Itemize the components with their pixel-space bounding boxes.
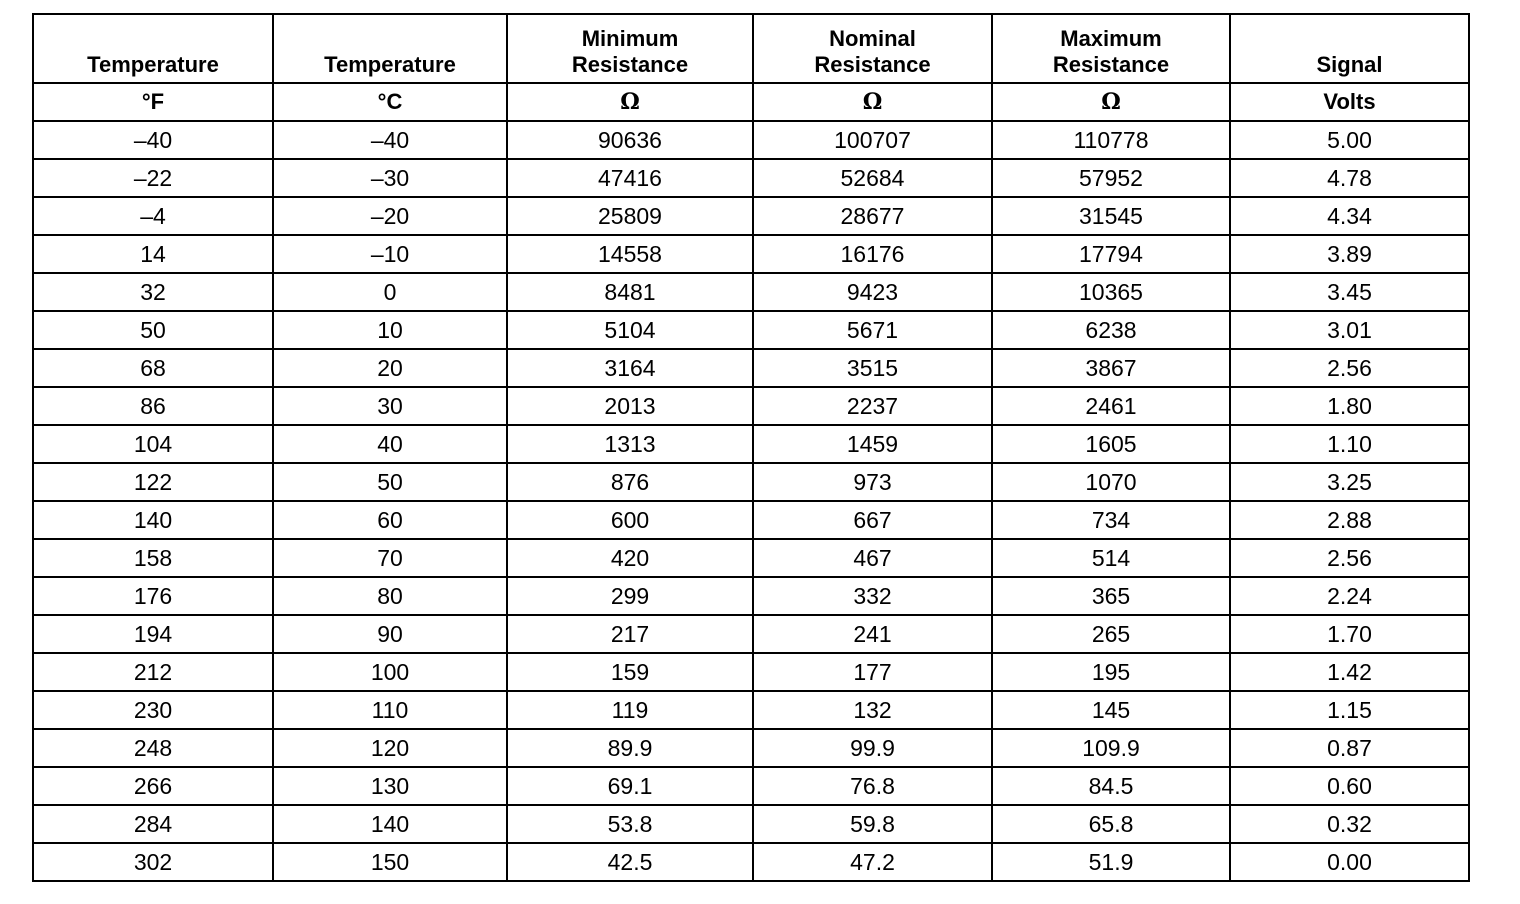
cell-nominal-resistance: 47.2 xyxy=(753,843,992,881)
table-row xyxy=(33,805,1469,843)
cell-max-resistance: 84.5 xyxy=(992,767,1230,805)
cell-nominal-resistance: 99.9 xyxy=(753,729,992,767)
cell-max-resistance: 51.9 xyxy=(992,843,1230,881)
cell-nominal-resistance: 28677 xyxy=(753,197,992,235)
cell-max-resistance: 265 xyxy=(992,615,1230,653)
cell-nominal-resistance: 59.8 xyxy=(753,805,992,843)
cell-max-resistance: 57952 xyxy=(992,159,1230,197)
cell-min-resistance: 119 xyxy=(507,691,753,729)
cell-nominal-resistance: 3515 xyxy=(753,349,992,387)
cell-temp-f: 68 xyxy=(33,349,273,387)
cell-signal-volts: 3.89 xyxy=(1230,235,1469,273)
header-nominal-resistance: Nominal Resistance xyxy=(753,14,992,83)
cell-temp-f: –4 xyxy=(33,197,273,235)
cell-min-resistance: 89.9 xyxy=(507,729,753,767)
cell-min-resistance: 159 xyxy=(507,653,753,691)
cell-signal-volts: 3.01 xyxy=(1230,311,1469,349)
cell-max-resistance: 2461 xyxy=(992,387,1230,425)
cell-temp-c: –30 xyxy=(273,159,507,197)
cell-min-resistance: 47416 xyxy=(507,159,753,197)
cell-max-resistance: 6238 xyxy=(992,311,1230,349)
cell-temp-c: 70 xyxy=(273,539,507,577)
cell-min-resistance: 299 xyxy=(507,577,753,615)
cell-max-resistance: 65.8 xyxy=(992,805,1230,843)
cell-max-resistance: 17794 xyxy=(992,235,1230,273)
cell-min-resistance: 53.8 xyxy=(507,805,753,843)
cell-temp-f: 212 xyxy=(33,653,273,691)
cell-temp-c: 60 xyxy=(273,501,507,539)
cell-temp-f: 248 xyxy=(33,729,273,767)
cell-signal-volts: 1.80 xyxy=(1230,387,1469,425)
header-temperature-f: Temperature xyxy=(33,14,273,83)
sensor-resistance-table xyxy=(32,13,1470,882)
cell-nominal-resistance: 100707 xyxy=(753,121,992,159)
cell-signal-volts: 2.24 xyxy=(1230,577,1469,615)
cell-temp-f: –22 xyxy=(33,159,273,197)
header-minimum-resistance: Minimum Resistance xyxy=(507,14,753,83)
cell-max-resistance: 365 xyxy=(992,577,1230,615)
table-row xyxy=(33,349,1469,387)
header-row xyxy=(33,14,1469,83)
cell-temp-f: 284 xyxy=(33,805,273,843)
unit-fahrenheit: °F xyxy=(33,83,273,121)
cell-max-resistance: 10365 xyxy=(992,273,1230,311)
cell-nominal-resistance: 2237 xyxy=(753,387,992,425)
cell-signal-volts: 2.56 xyxy=(1230,539,1469,577)
cell-signal-volts: 1.70 xyxy=(1230,615,1469,653)
cell-temp-f: 122 xyxy=(33,463,273,501)
cell-temp-c: –40 xyxy=(273,121,507,159)
cell-temp-c: 130 xyxy=(273,767,507,805)
table-row xyxy=(33,121,1469,159)
cell-temp-c: 90 xyxy=(273,615,507,653)
cell-max-resistance: 1605 xyxy=(992,425,1230,463)
table-row xyxy=(33,197,1469,235)
cell-temp-c: 110 xyxy=(273,691,507,729)
cell-temp-f: –40 xyxy=(33,121,273,159)
cell-signal-volts: 4.78 xyxy=(1230,159,1469,197)
cell-nominal-resistance: 16176 xyxy=(753,235,992,273)
cell-max-resistance: 514 xyxy=(992,539,1230,577)
cell-temp-c: 40 xyxy=(273,425,507,463)
cell-temp-c: 120 xyxy=(273,729,507,767)
cell-max-resistance: 145 xyxy=(992,691,1230,729)
cell-nominal-resistance: 667 xyxy=(753,501,992,539)
table-row xyxy=(33,767,1469,805)
unit-ohm-min: Ω xyxy=(507,83,753,121)
cell-temp-f: 104 xyxy=(33,425,273,463)
cell-temp-f: 14 xyxy=(33,235,273,273)
cell-temp-c: 80 xyxy=(273,577,507,615)
cell-nominal-resistance: 132 xyxy=(753,691,992,729)
cell-min-resistance: 600 xyxy=(507,501,753,539)
cell-temp-f: 86 xyxy=(33,387,273,425)
cell-max-resistance: 734 xyxy=(992,501,1230,539)
cell-temp-c: 140 xyxy=(273,805,507,843)
unit-volts: Volts xyxy=(1230,83,1469,121)
table-row xyxy=(33,501,1469,539)
cell-signal-volts: 5.00 xyxy=(1230,121,1469,159)
cell-temp-f: 176 xyxy=(33,577,273,615)
cell-temp-f: 302 xyxy=(33,843,273,881)
cell-nominal-resistance: 5671 xyxy=(753,311,992,349)
cell-nominal-resistance: 332 xyxy=(753,577,992,615)
cell-nominal-resistance: 1459 xyxy=(753,425,992,463)
table-row xyxy=(33,463,1469,501)
cell-temp-c: –10 xyxy=(273,235,507,273)
cell-temp-c: 50 xyxy=(273,463,507,501)
cell-max-resistance: 3867 xyxy=(992,349,1230,387)
cell-min-resistance: 1313 xyxy=(507,425,753,463)
cell-min-resistance: 876 xyxy=(507,463,753,501)
cell-min-resistance: 8481 xyxy=(507,273,753,311)
cell-temp-c: 0 xyxy=(273,273,507,311)
cell-signal-volts: 1.15 xyxy=(1230,691,1469,729)
table-row xyxy=(33,729,1469,767)
document-page xyxy=(32,13,1470,882)
cell-nominal-resistance: 177 xyxy=(753,653,992,691)
cell-max-resistance: 1070 xyxy=(992,463,1230,501)
table-row xyxy=(33,539,1469,577)
cell-min-resistance: 69.1 xyxy=(507,767,753,805)
cell-min-resistance: 3164 xyxy=(507,349,753,387)
table-row xyxy=(33,577,1469,615)
cell-temp-f: 266 xyxy=(33,767,273,805)
cell-min-resistance: 25809 xyxy=(507,197,753,235)
cell-temp-c: 10 xyxy=(273,311,507,349)
cell-temp-c: 100 xyxy=(273,653,507,691)
unit-ohm-max: Ω xyxy=(992,83,1230,121)
cell-temp-f: 50 xyxy=(33,311,273,349)
cell-temp-c: 20 xyxy=(273,349,507,387)
table-row xyxy=(33,235,1469,273)
cell-temp-f: 158 xyxy=(33,539,273,577)
cell-signal-volts: 0.32 xyxy=(1230,805,1469,843)
table-row xyxy=(33,691,1469,729)
cell-min-resistance: 420 xyxy=(507,539,753,577)
cell-temp-c: 30 xyxy=(273,387,507,425)
units-row xyxy=(33,83,1469,121)
table-row xyxy=(33,273,1469,311)
table-row xyxy=(33,425,1469,463)
cell-signal-volts: 0.87 xyxy=(1230,729,1469,767)
cell-signal-volts: 0.00 xyxy=(1230,843,1469,881)
cell-signal-volts: 0.60 xyxy=(1230,767,1469,805)
table-body xyxy=(33,121,1469,881)
cell-signal-volts: 1.42 xyxy=(1230,653,1469,691)
cell-temp-f: 194 xyxy=(33,615,273,653)
cell-temp-c: 150 xyxy=(273,843,507,881)
cell-nominal-resistance: 973 xyxy=(753,463,992,501)
cell-min-resistance: 90636 xyxy=(507,121,753,159)
cell-max-resistance: 110778 xyxy=(992,121,1230,159)
table-row xyxy=(33,653,1469,691)
header-temperature-c: Temperature xyxy=(273,14,507,83)
cell-min-resistance: 2013 xyxy=(507,387,753,425)
table-row xyxy=(33,615,1469,653)
cell-signal-volts: 2.56 xyxy=(1230,349,1469,387)
cell-signal-volts: 3.25 xyxy=(1230,463,1469,501)
cell-temp-f: 230 xyxy=(33,691,273,729)
unit-celsius: °C xyxy=(273,83,507,121)
table-row xyxy=(33,159,1469,197)
cell-nominal-resistance: 241 xyxy=(753,615,992,653)
cell-min-resistance: 42.5 xyxy=(507,843,753,881)
cell-max-resistance: 195 xyxy=(992,653,1230,691)
cell-min-resistance: 5104 xyxy=(507,311,753,349)
cell-min-resistance: 14558 xyxy=(507,235,753,273)
cell-max-resistance: 31545 xyxy=(992,197,1230,235)
cell-nominal-resistance: 76.8 xyxy=(753,767,992,805)
header-signal: Signal xyxy=(1230,14,1469,83)
cell-min-resistance: 217 xyxy=(507,615,753,653)
table-row xyxy=(33,843,1469,881)
cell-temp-c: –20 xyxy=(273,197,507,235)
cell-signal-volts: 2.88 xyxy=(1230,501,1469,539)
unit-ohm-nominal: Ω xyxy=(753,83,992,121)
table-row xyxy=(33,387,1469,425)
cell-temp-f: 32 xyxy=(33,273,273,311)
cell-signal-volts: 3.45 xyxy=(1230,273,1469,311)
header-maximum-resistance: Maximum Resistance xyxy=(992,14,1230,83)
cell-nominal-resistance: 9423 xyxy=(753,273,992,311)
cell-signal-volts: 4.34 xyxy=(1230,197,1469,235)
cell-temp-f: 140 xyxy=(33,501,273,539)
table-row xyxy=(33,311,1469,349)
cell-max-resistance: 109.9 xyxy=(992,729,1230,767)
cell-signal-volts: 1.10 xyxy=(1230,425,1469,463)
cell-nominal-resistance: 467 xyxy=(753,539,992,577)
cell-nominal-resistance: 52684 xyxy=(753,159,992,197)
